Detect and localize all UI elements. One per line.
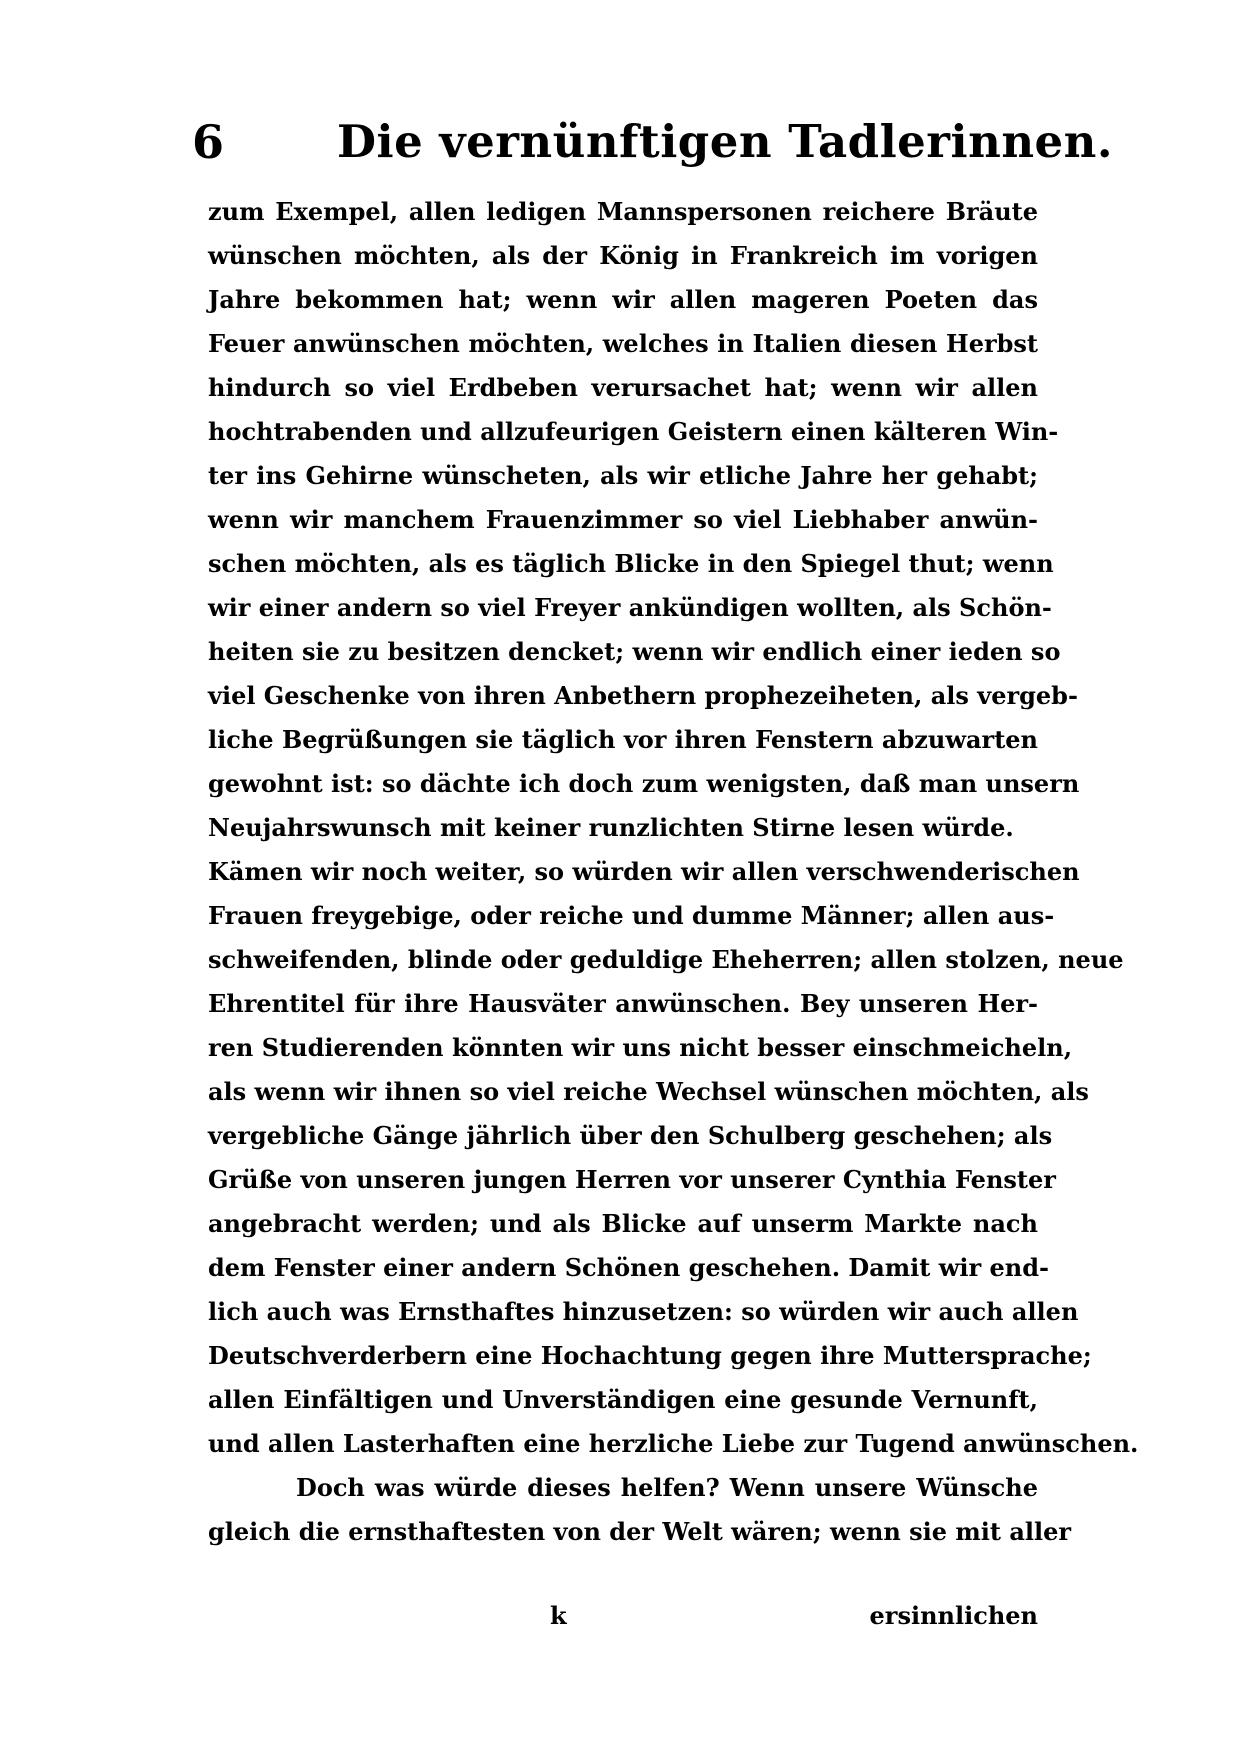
text-line: Doch was würde dieses helfen? Wenn unsere Wünsche <box>296 1473 1038 1502</box>
text-line: gleich die ernsthaftesten von der Welt wären; wenn sie mit aller <box>208 1517 1072 1546</box>
catchword: ersinnlichen <box>869 1601 1038 1630</box>
text-line: und allen Lasterhaften eine herzliche Liebe zur Tugend anwünschen. <box>208 1429 1139 1458</box>
text-line: allen Einfältigen und Unverständigen eine gesunde Vernunft, <box>208 1385 1038 1414</box>
text-line: liche Begrüßungen sie täglich vor ihren Fenstern abzuwarten <box>208 725 1038 754</box>
text-line: gewohnt ist: so dächte ich doch zum wenigsten, daß man unsern <box>208 769 1080 798</box>
page-footer <box>208 1594 1038 1638</box>
text-line: hochtrabenden und allzufeurigen Geistern einen kälteren Win- <box>208 417 1059 446</box>
running-title: Die vernünftigen Tadlerinnen. <box>337 115 1114 168</box>
signature-mark: k <box>550 1601 567 1630</box>
text-line: Ehrentitel für ihre Hausväter anwünschen. Bey unseren Her- <box>208 989 1038 1018</box>
text-line: Neujahrswunsch mit keiner runzlichten Stirne lesen würde. <box>208 813 1014 842</box>
text-line: zum Exempel, allen ledigen Mannspersonen reichere Bräute <box>208 197 1038 226</box>
text-line: dem Fenster einer andern Schönen geschehen. Damit wir end- <box>208 1253 1049 1282</box>
text-line: angebracht werden; und als Blicke auf unserm Markte nach <box>208 1209 1038 1238</box>
text-line: heiten sie zu besitzen dencket; wenn wir endlich einer ieden so <box>208 637 1061 666</box>
text-line: Feuer anwünschen möchten, welches in Italien diesen Herbst <box>208 329 1038 358</box>
text-line: Frauen freygebige, oder reiche und dumme Männer; allen aus- <box>208 901 1055 930</box>
text-line: lich auch was Ernsthaftes hinzusetzen: so würden wir auch allen <box>208 1297 1079 1326</box>
text-line: als wenn wir ihnen so viel reiche Wechsel wünschen möchten, als <box>208 1077 1089 1106</box>
text-line: schen möchten, als es täglich Blicke in den Spiegel thut; wenn <box>208 549 1054 578</box>
text-line: Jahre bekommen hat; wenn wir allen mageren Poeten das <box>208 285 1038 314</box>
text-line: hindurch so viel Erdbeben verursachet hat; wenn wir allen <box>208 373 1038 402</box>
text-line: ter ins Gehirne wünscheten, als wir etliche Jahre her gehabt; <box>208 461 1038 490</box>
text-line: ren Studierenden könnten wir uns nicht besser einschmeicheln, <box>208 1033 1073 1062</box>
text-line: Deutschverderbern eine Hochachtung gegen ihre Muttersprache; <box>208 1341 1092 1370</box>
text-line: vergebliche Gänge jährlich über den Schulberg geschehen; als <box>208 1121 1053 1150</box>
text-line: wenn wir manchem Frauenzimmer so viel Liebhaber anwün- <box>208 505 1038 534</box>
page-number: 6 <box>192 115 225 169</box>
text-line: schweifenden, blinde oder geduldige Eheherren; allen stolzen, neue <box>208 945 1124 974</box>
text-line: Kämen wir noch weiter, so würden wir allen verschwenderischen <box>208 857 1080 886</box>
body-text <box>208 190 1139 1554</box>
text-line: Grüße von unseren jungen Herren vor unserer Cynthia Fenster <box>208 1165 1056 1194</box>
text-line: wünschen möchten, als der König in Frankreich im vorigen <box>208 241 1038 270</box>
text-line: viel Geschenke von ihren Anbethern prophezeiheten, als vergeb- <box>208 681 1078 710</box>
text-line: wir einer andern so viel Freyer ankündigen wollten, als Schön- <box>208 593 1052 622</box>
page-header <box>192 112 1114 182</box>
